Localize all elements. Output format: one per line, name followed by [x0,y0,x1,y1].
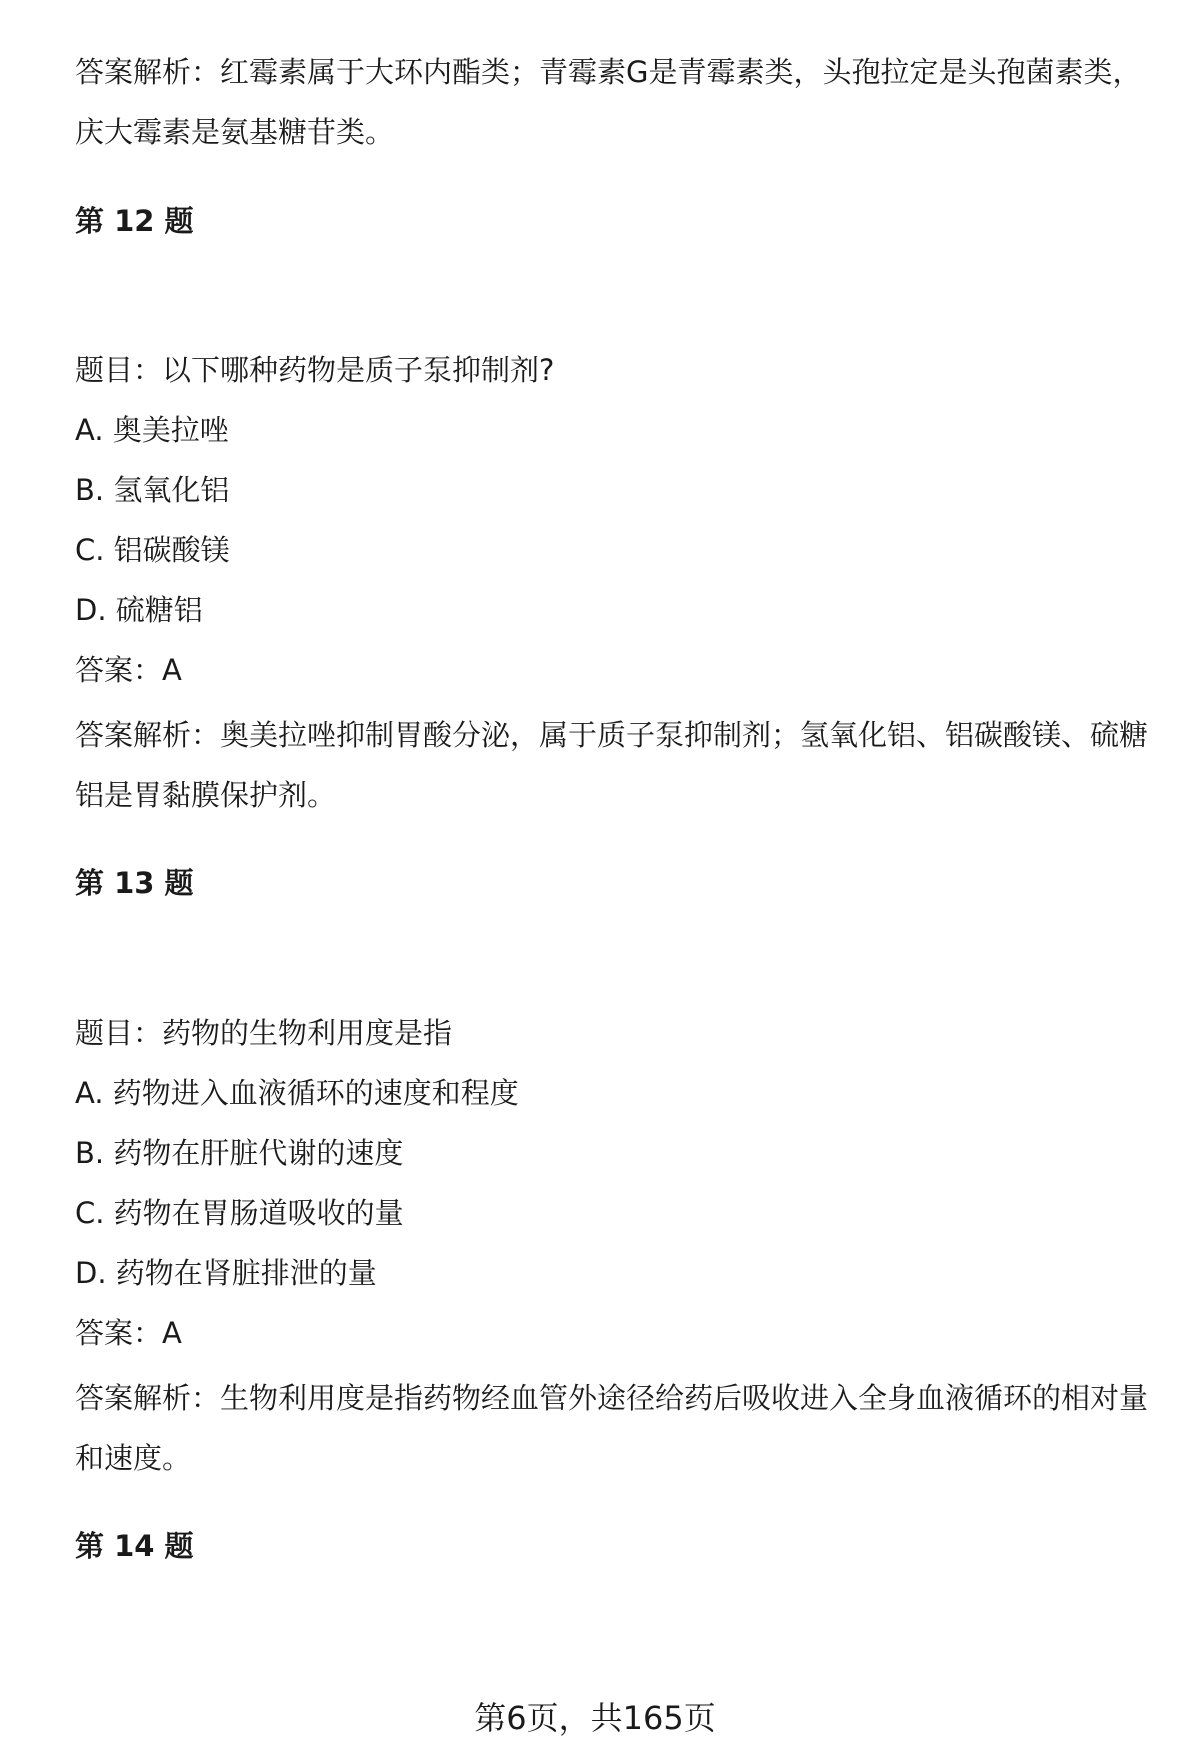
option-d: D. 硫糖铝 [75,593,203,627]
option-a: A. 奥美拉唑 [75,413,229,447]
question-text: 题目：以下哪种药物是质子泵抑制剂? [75,353,555,387]
explanation-text: 答案解析：奥美拉唑抑制胃酸分泌，属于质子泵抑制剂；氢氧化铝、铝碳酸镁、硫糖铝是胃黏膜保护剂。 [75,718,1149,812]
answer-text: 答案：A [75,1316,182,1350]
option-a: A. 药物进入血液循环的速度和程度 [75,1076,519,1110]
option-d: D. 药物在肾脏排泄的量 [75,1256,377,1290]
explanation-text: 答案解析：红霉素属于大环内酯类；青霉素G是青霉素类，头孢拉定是头孢菌素类，庆大霉素是氨基糖苷类。 [75,55,1142,149]
option-b: B. 氢氧化铝 [75,473,230,507]
option-c: C. 药物在胃肠道吸收的量 [75,1196,404,1230]
question-heading: 第 12 题 [75,204,194,238]
option-c: C. 铝碳酸镁 [75,533,230,567]
question-text: 题目：药物的生物利用度是指 [75,1016,453,1050]
option-b: B. 药物在肝脏代谢的速度 [75,1136,404,1170]
question-heading: 第 13 题 [75,866,194,900]
question-heading: 第 14 题 [75,1529,194,1563]
explanation-text: 答案解析：生物利用度是指药物经血管外途径给药后吸收进入全身血液循环的相对量和速度。 [75,1381,1149,1475]
page-footer: 第6页，共165页 [474,1699,716,1737]
answer-text: 答案：A [75,653,182,687]
